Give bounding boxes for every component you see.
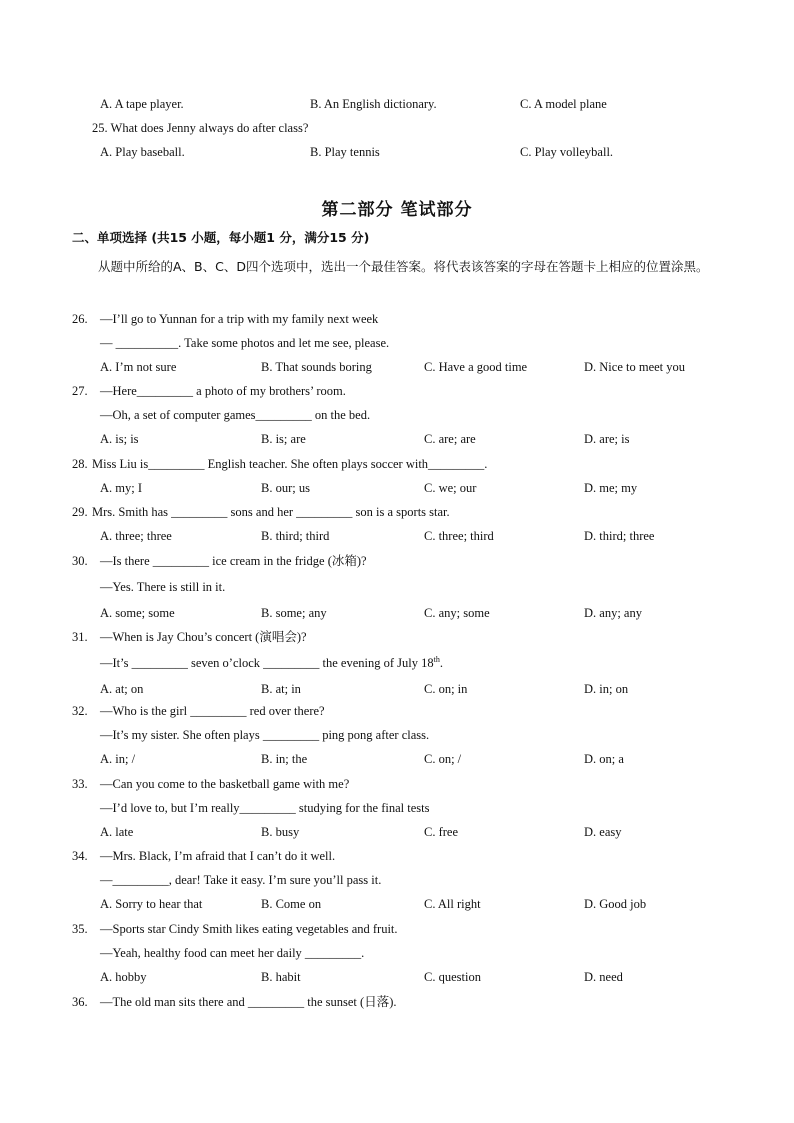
answer-option: B. That sounds boring xyxy=(261,360,372,374)
question-number: 34. xyxy=(72,849,88,863)
question-line: —Oh, a set of computer games_________ on the bed. xyxy=(100,408,371,422)
q24-option-a: A. A tape player. xyxy=(100,97,184,111)
q25-stem: 25. What does Jenny always do after class? xyxy=(92,121,309,135)
answer-option: A. three; three xyxy=(100,529,172,543)
answer-option: C. are; are xyxy=(424,432,476,446)
answer-option: A. some; some xyxy=(100,606,175,620)
answer-option: D. any; any xyxy=(584,606,642,620)
answer-option: A. is; is xyxy=(100,432,139,446)
q25-option-b: B. Play tennis xyxy=(310,145,380,159)
answer-option: A. Sorry to hear that xyxy=(100,897,203,911)
question-line: —It’s _________ seven o’clock _________ the evening of July 18th. xyxy=(100,654,443,670)
answer-option: C. we; our xyxy=(424,481,477,495)
answer-option: D. easy xyxy=(584,825,622,839)
question-number: 30. xyxy=(72,554,88,568)
answer-option: A. at; on xyxy=(100,682,144,696)
answer-option: C. All right xyxy=(424,897,481,911)
answer-option: A. late xyxy=(100,825,134,839)
answer-option: D. Nice to meet you xyxy=(584,360,686,374)
part-title: 第二部分 笔试部分 xyxy=(321,200,473,220)
question-number: 27. xyxy=(72,384,88,398)
answer-option: C. on; in xyxy=(424,682,468,696)
answer-option: C. any; some xyxy=(424,606,490,620)
answer-option: C. three; third xyxy=(424,529,494,543)
answer-option: A. my; I xyxy=(100,481,143,495)
question-line: —Sports star Cindy Smith likes eating vegetables and fruit. xyxy=(100,922,398,936)
q24-option-b: B. An English dictionary. xyxy=(310,97,437,111)
answer-option: A. I’m not sure xyxy=(100,360,177,374)
question-line: —Who is the girl _________ red over there? xyxy=(100,704,325,718)
answer-option: D. on; a xyxy=(584,752,624,766)
question-number: 33. xyxy=(72,777,88,791)
instructions: 从题中所给的A、B、C、D四个选项中，选出一个最佳答案。将代表该答案的字母在答题卡上相应的位置涂黑。 xyxy=(98,259,709,274)
answer-option: D. me; my xyxy=(584,481,638,495)
answer-option: B. is; are xyxy=(261,432,306,446)
answer-option: B. in; the xyxy=(261,752,308,766)
question-line: —Is there _________ ice cream in the fridge (冰箱)? xyxy=(100,554,367,568)
answer-option: D. third; three xyxy=(584,529,655,543)
question-line: —I’d love to, but I’m really_________ studying for the final tests xyxy=(100,801,430,815)
question-number: 35. xyxy=(72,922,88,936)
answer-option: B. our; us xyxy=(261,481,310,495)
q25-option-c: C. Play volleyball. xyxy=(520,145,614,159)
question-line: —I’ll go to Yunnan for a trip with my family next week xyxy=(100,312,379,326)
section-heading: 二、单项选择 (共15 小题，每小题1 分，满分15 分) xyxy=(72,230,370,245)
answer-option: C. on; / xyxy=(424,752,462,766)
question-line: —Here_________ a photo of my brothers’ room. xyxy=(100,384,346,398)
answer-option: D. in; on xyxy=(584,682,629,696)
answer-option: D. Good job xyxy=(584,897,647,911)
question-number: 28. xyxy=(72,457,88,471)
question-line: —Yes. There is still in it. xyxy=(100,580,226,594)
question-line: —Mrs. Black, I’m afraid that I can’t do it well. xyxy=(100,849,336,863)
q25-option-a: A. Play baseball. xyxy=(100,145,185,159)
answer-option: C. Have a good time xyxy=(424,360,528,374)
superscript: th xyxy=(433,654,440,664)
question-line: —It’s my sister. She often plays _________ ping pong after class. xyxy=(100,728,430,742)
answer-option: A. hobby xyxy=(100,970,147,984)
question-number: 31. xyxy=(72,630,88,644)
question-line: Mrs. Smith has _________ sons and her _________ son is a sports star. xyxy=(92,505,450,519)
question-number: 32. xyxy=(72,704,88,718)
answer-option: B. some; any xyxy=(261,606,327,620)
answer-option: A. in; / xyxy=(100,752,136,766)
question-line: — __________. Take some photos and let me see, please. xyxy=(100,336,390,350)
answer-option: B. busy xyxy=(261,825,300,839)
answer-option: B. habit xyxy=(261,970,301,984)
answer-option: D. are; is xyxy=(584,432,630,446)
q24-option-c: C. A model plane xyxy=(520,97,607,111)
answer-option: D. need xyxy=(584,970,623,984)
question-line: —_________, dear! Take it easy. I’m sure you’ll pass it. xyxy=(100,873,382,887)
answer-option: C. question xyxy=(424,970,481,984)
question-line: —When is Jay Chou’s concert (演唱会)? xyxy=(100,630,307,644)
question-line: —Can you come to the basketball game with me? xyxy=(100,777,350,791)
answer-option: B. Come on xyxy=(261,897,322,911)
question-number: 26. xyxy=(72,312,88,326)
answer-option: B. third; third xyxy=(261,529,330,543)
answer-option: C. free xyxy=(424,825,459,839)
question-number: 36. xyxy=(72,995,88,1009)
question-line: —The old man sits there and _________ the sunset (日落). xyxy=(100,995,397,1009)
answer-option: B. at; in xyxy=(261,682,301,696)
question-line: —Yeah, healthy food can meet her daily _________. xyxy=(100,946,365,960)
question-number: 29. xyxy=(72,505,88,519)
question-line: Miss Liu is_________ English teacher. She often plays soccer with_________. xyxy=(92,457,488,471)
